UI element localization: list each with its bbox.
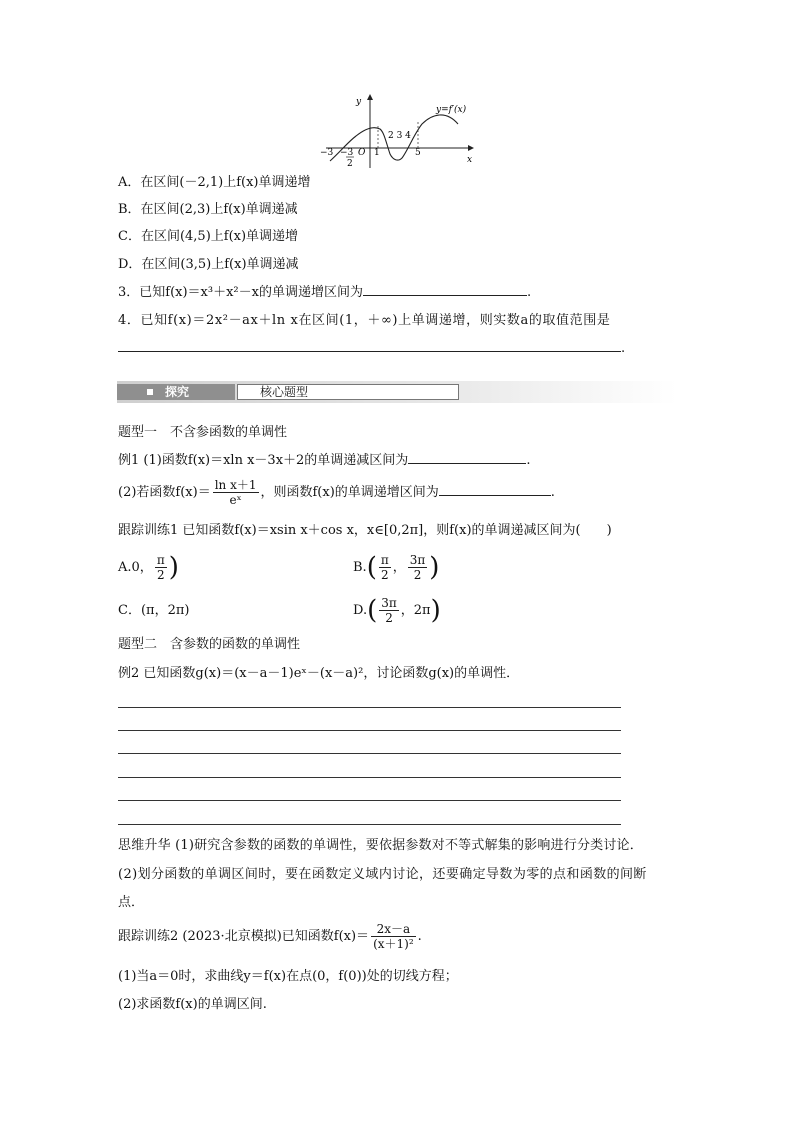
follow2-den: (x＋1)² bbox=[373, 937, 414, 951]
opt-b-open-paren: ( bbox=[366, 552, 377, 583]
follow1-option-a[interactable] bbox=[118, 553, 179, 582]
axis-x-label: x bbox=[467, 155, 473, 165]
q2-option-b: B．在区间(2,3)上f(x)单调递减 bbox=[118, 202, 298, 217]
think-line-2: (2)划分函数的单调区间时，要在函数定义域内讨论，还要确定导数为零的点和函数的间断 bbox=[118, 867, 647, 882]
ex2-text: 例2 已知函数g(x)＝(x－a－1)eˣ－(x－a)²，讨论函数g(x)的单调性． bbox=[118, 666, 520, 681]
tick-origin: O bbox=[358, 148, 366, 158]
ex1-2-fraction bbox=[213, 478, 259, 507]
x-axis-arrow bbox=[468, 145, 474, 151]
follow1-option-d[interactable] bbox=[353, 596, 441, 625]
square-bullet-icon bbox=[147, 389, 153, 395]
banner-tag bbox=[117, 384, 235, 400]
type1-heading: 题型一 不含参函数的单调性 bbox=[118, 425, 288, 440]
banner-right-label: 核心题型 bbox=[260, 385, 309, 399]
opt-d-open-paren: ( bbox=[367, 595, 378, 626]
opt-d-num: 3π bbox=[381, 596, 397, 610]
follow2-pre: 跟踪训练2 (2023·北京模拟)已知函数f(x)＝ bbox=[118, 929, 370, 944]
y-axis-arrow bbox=[367, 94, 373, 100]
banner-left-label: 探究 bbox=[165, 385, 190, 399]
curve-label: y=f′(x) bbox=[436, 105, 467, 115]
tick-neg32-den: 2 bbox=[347, 159, 353, 169]
tick-neg32-num: −3 bbox=[340, 148, 354, 158]
type2-heading: 题型二 含参数的函数的单调性 bbox=[118, 637, 301, 652]
opt-b-num1: π bbox=[380, 553, 389, 567]
follow2-fraction bbox=[371, 922, 416, 951]
opt-a-lower: 0， bbox=[131, 560, 153, 575]
opt-a-fraction bbox=[155, 553, 167, 582]
follow2-end: . bbox=[417, 929, 422, 944]
opt-b-comma: ， bbox=[392, 560, 406, 575]
follow2-sub1: (1)当a＝0时，求曲线y＝f(x)在点(0，f(0))处的切线方程； bbox=[118, 969, 458, 984]
opt-a-label: A. bbox=[118, 560, 132, 575]
q3-answer-blank[interactable] bbox=[363, 283, 527, 296]
axis-y-label: y bbox=[356, 97, 362, 107]
ex1-2-pre: (2)若函数f(x)＝ bbox=[118, 485, 211, 500]
ex1-1-line bbox=[118, 451, 530, 470]
opt-d-fraction bbox=[379, 596, 399, 625]
ex1-2-answer-blank[interactable] bbox=[439, 483, 551, 496]
q2-option-a: A．在区间(－2,1)上f(x)单调递增 bbox=[118, 175, 311, 190]
ex1-2-num: ln x＋1 bbox=[214, 478, 257, 492]
q2-option-c: C．在区间(4,5)上f(x)单调递增 bbox=[118, 229, 299, 244]
ex1-1-text: 例1 (1)函数f(x)＝xln x－3x＋2的单调递减区间为 bbox=[118, 453, 409, 468]
derivative-graph bbox=[318, 92, 480, 170]
follow2-line bbox=[118, 922, 422, 952]
tick-1: 1 bbox=[374, 148, 380, 158]
ex1-2-line bbox=[118, 478, 555, 507]
tick-5: 5 bbox=[415, 148, 421, 158]
answer-line-5[interactable] bbox=[118, 800, 621, 801]
ex1-2-post: ，则函数f(x)的单调递增区间为 bbox=[260, 485, 439, 500]
follow1-option-b[interactable] bbox=[353, 553, 439, 582]
q4-answer-line bbox=[118, 339, 625, 358]
opt-d-upper: ，2π bbox=[400, 603, 431, 618]
tick-neg3: −3 bbox=[320, 148, 334, 158]
follow2-num: 2x－a bbox=[371, 922, 416, 937]
answer-line-6[interactable] bbox=[118, 824, 621, 825]
section-banner bbox=[117, 381, 677, 403]
answer-line-1[interactable] bbox=[118, 707, 621, 708]
q2-option-d: D．在区间(3,5)上f(x)单调递减 bbox=[118, 257, 299, 272]
opt-b-den1: 2 bbox=[380, 568, 389, 582]
opt-a-close-paren: ) bbox=[168, 552, 179, 583]
follow1-option-c[interactable]: C．(π，2π) bbox=[118, 603, 190, 618]
think-line-1: 思维升华 (1)研究含参数的函数的单调性，要依据参数对不等式解集的影响进行分类讨论． bbox=[118, 838, 643, 853]
opt-d-close-paren: ) bbox=[430, 595, 441, 626]
opt-b-fraction-1 bbox=[379, 553, 391, 582]
answer-line-4[interactable] bbox=[118, 777, 621, 778]
opt-b-num2: 3π bbox=[409, 553, 426, 567]
think-line-3: 点． bbox=[118, 895, 145, 910]
ex1-2-end: . bbox=[550, 485, 555, 500]
follow1-text: 跟踪训练1 已知函数f(x)＝xsin x＋cos x，x∈[0,2π]，则f(x)的单调递减区间为( ) bbox=[118, 523, 612, 538]
banner-title-box bbox=[237, 384, 459, 400]
opt-b-close-paren: ) bbox=[429, 552, 440, 583]
opt-b-label: B. bbox=[353, 560, 367, 575]
opt-b-den2: 2 bbox=[413, 568, 422, 582]
q4-end: . bbox=[621, 341, 626, 356]
answer-line-3[interactable] bbox=[118, 753, 621, 754]
follow2-sub2: (2)求函数f(x)的单调区间. bbox=[118, 997, 267, 1012]
q3-text: 3．已知f(x)＝x³＋x²－x的单调递增区间为 bbox=[118, 285, 363, 300]
q4-answer-blank[interactable] bbox=[118, 339, 621, 352]
q3-line bbox=[118, 283, 531, 302]
ex1-2-den: eˣ bbox=[229, 493, 242, 507]
ex1-1-answer-blank[interactable] bbox=[408, 451, 526, 464]
answer-line-2[interactable] bbox=[118, 730, 621, 731]
q4-text: 4．已知f(x)＝2x²－ax＋ln x在区间(1，＋∞)上单调递增，则实数a的取值范围是 bbox=[118, 313, 611, 328]
q3-end: . bbox=[526, 285, 532, 300]
tick-234: 2 3 4 bbox=[388, 131, 411, 141]
opt-d-den: 2 bbox=[385, 611, 393, 625]
opt-a-num: π bbox=[156, 553, 165, 567]
ex1-1-end: . bbox=[526, 453, 531, 468]
opt-b-fraction-2 bbox=[408, 553, 428, 582]
opt-d-label: D. bbox=[353, 603, 368, 618]
opt-a-den: 2 bbox=[155, 567, 167, 582]
